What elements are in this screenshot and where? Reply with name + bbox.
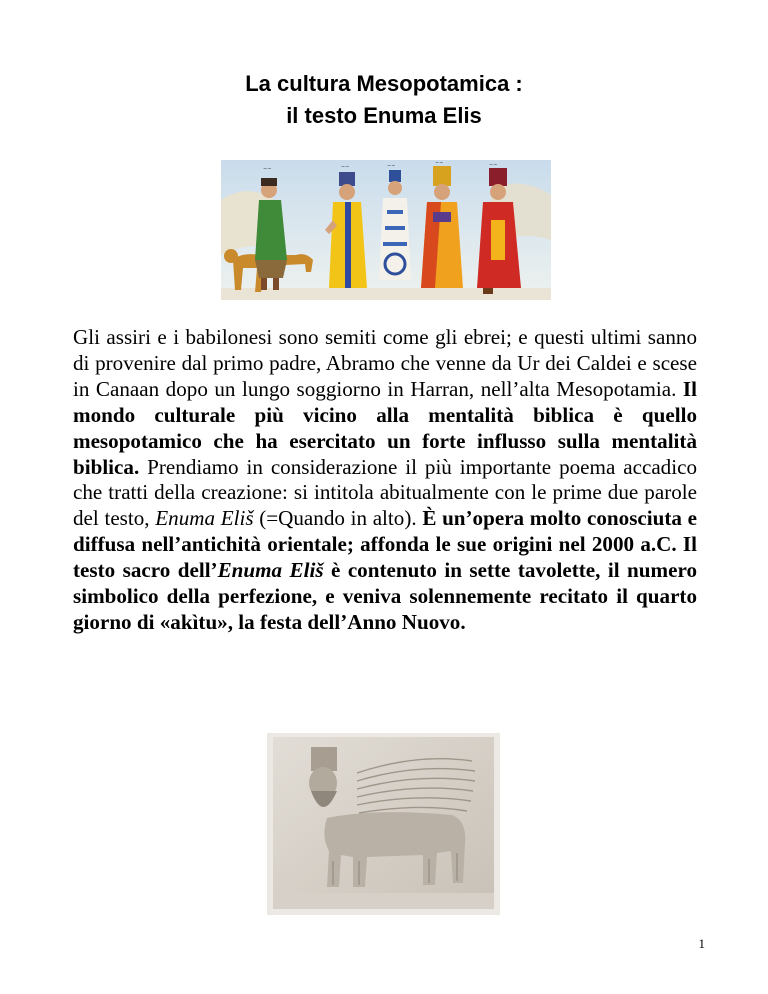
svg-text:~~: ~~ (435, 160, 444, 166)
mesopotamian-figures-illustration (221, 160, 551, 300)
svg-text:~~: ~~ (387, 163, 396, 169)
body-text-translation: (=Quando in alto). (253, 506, 423, 531)
body-text-bold-3: è contenuto in sette tavolette, il numero simbolico della perfezione, e veniva solennemente recitato il quarto giorno di «akìtu», la festa dell’Anno Nuovo. (73, 558, 697, 634)
body-text-bold-2: È un’opera molto conosciuta e diffusa nell’antichità orientale; affonda le sue origini nel 2000 a.C. Il testo sacro dell’ (73, 506, 697, 583)
body-paragraph (73, 325, 697, 636)
body-text-intro: Gli assiri e i babilonesi sono semiti come gli ebrei; e questi ultimi sanno di provenire dal primo padre, Abramo che venne da Ur dei Caldei e scese in Canaan dopo un lungo soggiorno in Harran, nell’alta Mesopotamia. (73, 325, 697, 401)
svg-text:~~: ~~ (489, 162, 498, 168)
title-line-2: il testo Enuma Elis (286, 103, 482, 128)
body-text-title-italic: Enuma Eliš (155, 506, 254, 531)
page-number: 1 (698, 936, 705, 951)
lamassu-relief-photo (267, 733, 500, 915)
body-text-title-bold-italic: Enuma Eliš (217, 558, 324, 583)
svg-text:~~: ~~ (341, 164, 350, 170)
body-text-middle: Prendiamo in considerazione il più importante poema accadico che tratti della creazione: si intitola abitualmente con le prime due parole del testo, (73, 454, 697, 531)
body-text-bold-1: Il mondo culturale più vicino alla mentalità biblica è quello mesopotamico che ha esercitato un forte influsso sulla mentalità biblica. (73, 376, 697, 479)
svg-text:~~: ~~ (263, 166, 272, 172)
title-line-1: La cultura Mesopotamica : (245, 71, 523, 96)
